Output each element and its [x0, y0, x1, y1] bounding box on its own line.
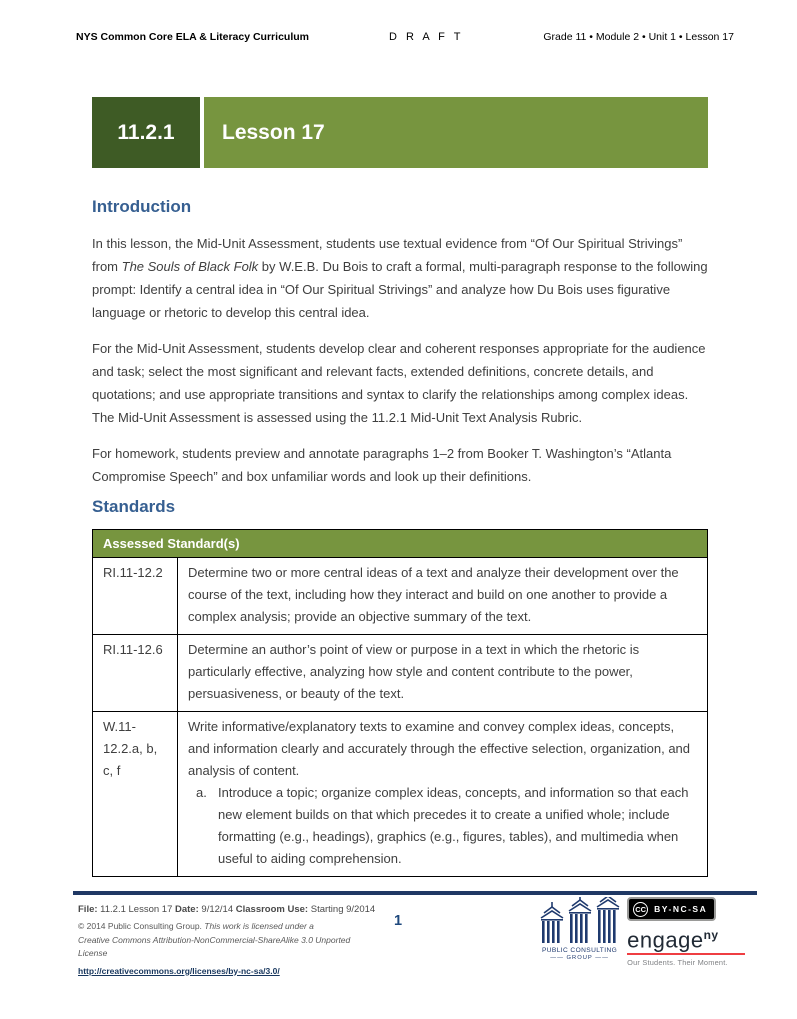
cc-engageny-logos	[627, 897, 748, 967]
page-number: 1	[393, 913, 403, 929]
standard-text-cell: Determine an author’s point of view or purpose in a text in which the rhetoric is particularly effective, analyzing how style and content contribute to the power, persuasiveness, or beauty of the text.	[178, 635, 708, 712]
footer-logos	[536, 897, 748, 967]
standard-text-cell: Determine two or more central ideas of a text and analyze their development over the course of the text, including how they interact and build on one another to provide a complex analysis; provide an objective summary of the text.	[178, 558, 708, 635]
engageny-ny-superscript: ny	[703, 928, 719, 942]
cc-icon: CC	[633, 902, 648, 917]
engageny-logo: engage$^{ny}$	[627, 927, 719, 953]
footer-divider-rule	[73, 891, 757, 895]
module-number-box: 11.2.1	[92, 97, 200, 168]
standard-code-cell: W.11-12.2.a, b, c, f	[93, 712, 178, 877]
header-curriculum-title: NYS Common Core ELA & Literacy Curriculum	[76, 31, 309, 43]
introduction-paragraph-1: In this lesson, the Mid-Unit Assessment, students use textual evidence from “Of Our Spiritual Strivings” from The Souls of Black Folk by W.E.B. Du Bois to craft a formal, multi-paragraph response to the following prompt: Identify a central idea in “Of Our Spiritual Strivings” and analyze how Du Bois uses figurative language or rhetoric to develop this central idea.	[92, 236, 708, 320]
table-row	[93, 635, 708, 712]
creative-commons-badge	[627, 897, 716, 921]
standard-subitem-a	[188, 782, 697, 870]
introduction-paragraph-2: For the Mid-Unit Assessment, students develop clear and coherent responses appropriate for the audience and task; select the most significant and relevant facts, extended definitions, concrete details, and quotations; and use appropriate transitions and syntax to clarify the relationships among complex ideas. The Mid-Unit Assessment is assessed using the 11.2.1 Mid-Unit Text Analysis Rubric.	[92, 341, 706, 425]
engageny-tagline: Our Students. Their Moment.	[627, 958, 728, 968]
subitem-marker: a.	[196, 785, 207, 800]
lesson-title-box: Lesson 17	[204, 97, 708, 168]
standards-table	[92, 529, 708, 877]
standards-heading: Standards	[92, 497, 176, 516]
pcg-columns-icon	[536, 897, 623, 947]
table-row	[93, 558, 708, 635]
assessed-standards-header-cell: Assessed Standard(s)	[93, 530, 708, 558]
standard-text-cell	[178, 712, 708, 877]
public-consulting-group-logo	[536, 897, 623, 967]
lesson-banner	[92, 97, 708, 168]
pcg-name-text: PUBLIC CONSULTING	[541, 947, 618, 954]
header-draft-label: D R A F T	[388, 31, 464, 43]
standard-code-cell: RI.11-12.2	[93, 558, 178, 635]
footer-file-line: File: 11.2.1 Lesson 17 Date: 9/12/14 Classroom Use: Starting 9/2014	[78, 904, 376, 915]
document-header	[76, 31, 734, 43]
standard-code-cell: RI.11-12.6	[93, 635, 178, 712]
footer-file-info	[78, 903, 378, 979]
introduction-paragraph-3: For homework, students preview and annotate paragraphs 1–2 from Booker T. Washington’s “Atlanta Compromise Speech” and box unfamiliar words and look up their definitions.	[92, 446, 672, 484]
subitem-text: Introduce a topic; organize complex ideas, concepts, and information so that each new element builds on that which precedes it to create a unified whole; include formatting (e.g., headings), graphics (e.g., figures, tables), and multimedia when useful to aiding comprehension.	[218, 785, 689, 866]
standard-text: Write informative/explanatory texts to examine and convey complex ideas, concepts, and information clearly and accurately through the effective selection, organization, and analysis of content.	[188, 719, 691, 778]
introduction-section	[92, 197, 708, 501]
introduction-heading: Introduction	[92, 197, 192, 216]
table-row	[93, 712, 708, 877]
footer-license-line: Creative Commons Attribution-NonCommercial-ShareAlike 3.0 Unported License	[78, 934, 351, 958]
footer-copyright-line: © 2014 Public Consulting Group. This work is licensed under a	[78, 921, 314, 931]
standards-section	[92, 497, 708, 877]
pcg-group-text: —— GROUP ——	[550, 955, 609, 961]
engageny-red-underline	[627, 953, 745, 955]
cc-license-label: BY-NC-SA	[654, 904, 708, 914]
table-header-row	[93, 530, 708, 558]
header-grade-module-label: Grade 11 • Module 2 • Unit 1 • Lesson 17	[543, 31, 734, 43]
creative-commons-link[interactable]: http://creativecommons.org/licenses/by-nc-sa/3.0/	[78, 965, 280, 976]
